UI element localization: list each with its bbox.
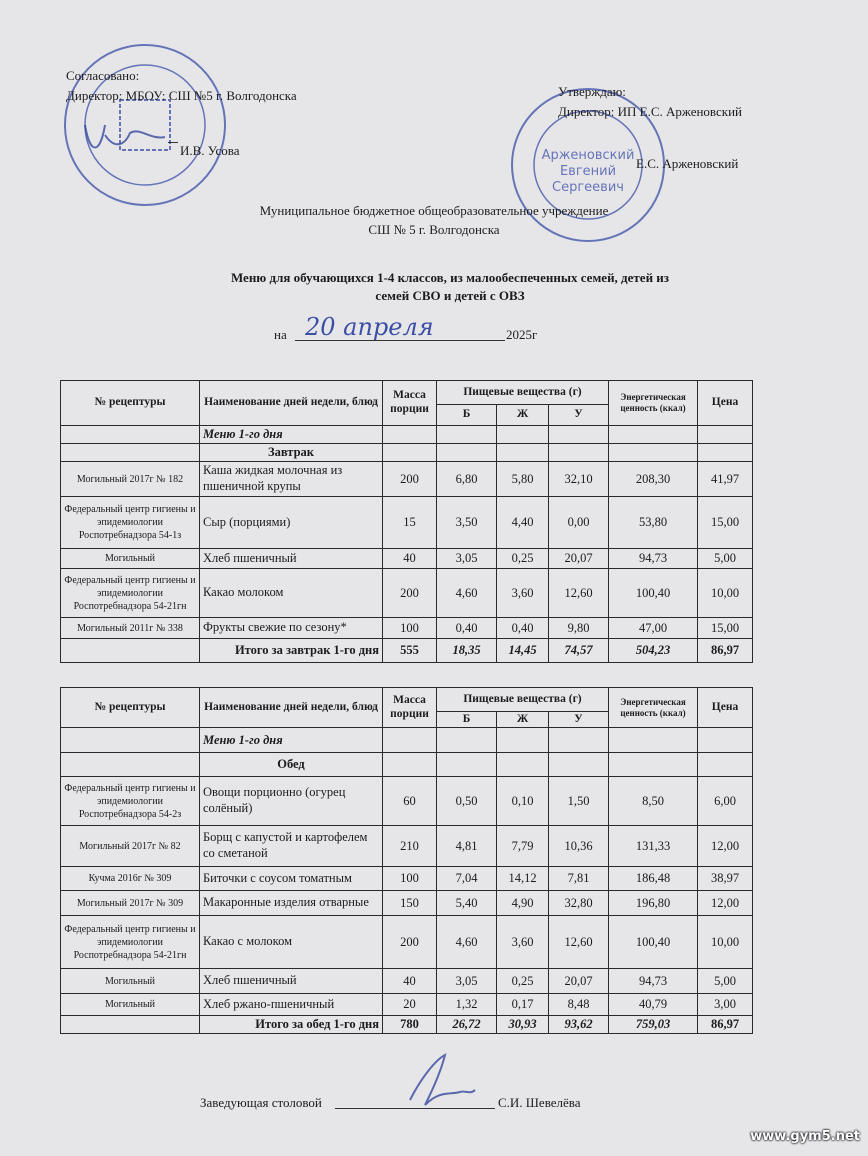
empty-cell [549,426,609,444]
carbs-value: 0,00 [549,497,609,549]
carbs-value: 12,60 [549,569,609,618]
table-row [61,777,753,826]
header-energy: Энергетическая ценность (ккал) [609,688,698,728]
carbs-value: 8,48 [549,994,609,1016]
energy-value: 196,80 [609,891,698,916]
mass-value: 200 [383,916,437,969]
empty-cell [383,753,437,777]
fat-value: 0,25 [497,969,549,994]
approval-left-title: Согласовано: [66,68,140,83]
table-row [61,867,753,891]
price-value: 3,00 [698,994,753,1016]
meal-row [61,444,753,462]
price-value: 12,00 [698,826,753,867]
empty-cell [383,444,437,462]
empty-cell [61,639,200,663]
protein-value: 3,50 [437,497,497,549]
carbs-value: 12,60 [549,916,609,969]
fat-value: 14,12 [497,867,549,891]
recipe-source: Могильный [61,969,200,994]
table-row [61,891,753,916]
lunch-menu-table [60,687,753,1034]
carbs-value: 32,10 [549,462,609,497]
total-price: 86,97 [698,1016,753,1034]
header-mass: Масса порции [383,688,437,728]
dish-name: Борщ с капустой и картофелем со сметаной [200,826,383,867]
header-carbs: У [549,405,609,426]
recipe-source: Федеральный центр гигиены и эпидемиологии Роспотребнадзора 54-1з [61,497,200,549]
table-row [61,462,753,497]
empty-cell [609,444,698,462]
total-row [61,1016,753,1034]
total-energy: 504,23 [609,639,698,663]
carbs-value: 10,36 [549,826,609,867]
table-row [61,618,753,639]
dish-name: Макаронные изделия отварные [200,891,383,916]
dish-name: Каша жидкая молочная из пшеничной крупы [200,462,383,497]
total-row [61,639,753,663]
dish-name: Хлеб ржано-пшеничный [200,994,383,1016]
footer-name: С.И. Шевелёва [498,1095,581,1110]
header-recipe: № рецептуры [61,381,200,426]
protein-value: 7,04 [437,867,497,891]
director-signature [80,115,170,160]
carbs-value: 1,50 [549,777,609,826]
fat-value: 7,79 [497,826,549,867]
day-row [61,426,753,444]
table-row [61,549,753,569]
institution-line1: Муниципальное бюджетное общеобразовательное учреждение [259,203,609,218]
empty-cell [609,426,698,444]
recipe-source: Кучма 2016г № 309 [61,867,200,891]
carbs-value: 20,07 [549,549,609,569]
mass-value: 210 [383,826,437,867]
total-mass: 555 [383,639,437,663]
recipe-source: Могильный 2017г № 182 [61,462,200,497]
empty-cell [497,728,549,753]
empty-cell [497,753,549,777]
mass-value: 200 [383,462,437,497]
header-nutrients: Пищевые вещества (г) [437,688,609,712]
recipe-source: Могильный 2017г № 309 [61,891,200,916]
approval-right-name: Е.С. Арженовский [636,156,739,171]
empty-cell [698,728,753,753]
header-dish: Наименование дней недели, блюд [200,381,383,426]
svg-text:Евгений: Евгений [559,164,617,179]
mass-value: 15 [383,497,437,549]
empty-cell [549,444,609,462]
energy-value: 100,40 [609,916,698,969]
date-prefix: на [274,327,287,342]
total-price: 86,97 [698,639,753,663]
price-value: 5,00 [698,549,753,569]
recipe-source: Федеральный центр гигиены и эпидемиологии Роспотребнадзора 54-21гн [61,916,200,969]
energy-value: 47,00 [609,618,698,639]
institution-line2: СШ № 5 г. Волгодонска [368,222,500,237]
price-value: 5,00 [698,969,753,994]
energy-value: 8,50 [609,777,698,826]
header-row [61,381,753,405]
svg-text:Арженовский: Арженовский [541,148,635,163]
energy-value: 53,80 [609,497,698,549]
fat-value: 4,40 [497,497,549,549]
meal-label: Завтрак [200,444,383,462]
meal-label: Обед [200,753,383,777]
date-year: 2025г [506,327,538,342]
empty-cell [497,444,549,462]
empty-cell [698,753,753,777]
canteen-head-signature [400,1050,480,1110]
empty-cell [383,426,437,444]
carbs-value: 32,80 [549,891,609,916]
empty-cell [549,728,609,753]
energy-value: 100,40 [609,569,698,618]
header-energy: Энергетическая ценность (ккал) [609,381,698,426]
empty-cell [61,444,200,462]
total-carbs: 93,62 [549,1016,609,1034]
mass-value: 60 [383,777,437,826]
empty-cell [549,753,609,777]
dish-name: Овощи порционно (огурец солёный) [200,777,383,826]
energy-value: 40,79 [609,994,698,1016]
header-carbs: У [549,712,609,728]
recipe-source: Федеральный центр гигиены и эпидемиологии Роспотребнадзора 54-2з [61,777,200,826]
recipe-source: Могильный [61,549,200,569]
protein-value: 0,50 [437,777,497,826]
mass-value: 100 [383,618,437,639]
empty-cell [437,728,497,753]
date-handwritten: 20 апреля [305,313,434,341]
empty-cell [61,753,200,777]
header-price: Цена [698,688,753,728]
fat-value: 3,60 [497,569,549,618]
empty-cell [437,753,497,777]
day-label: Меню 1-го дня [200,728,383,753]
recipe-source: Могильный 2017г № 82 [61,826,200,867]
header-price: Цена [698,381,753,426]
protein-value: 1,32 [437,994,497,1016]
total-mass: 780 [383,1016,437,1034]
dish-name: Сыр (порциями) [200,497,383,549]
header-nutrients: Пищевые вещества (г) [437,381,609,405]
menu-title-line1: Меню для обучающихся 1-4 классов, из малообеспеченных семей, детей из [230,270,670,285]
energy-value: 208,30 [609,462,698,497]
table-row [61,969,753,994]
total-fat: 14,45 [497,639,549,663]
svg-text:Сергеевич: Сергеевич [552,180,624,195]
price-value: 12,00 [698,891,753,916]
price-value: 6,00 [698,777,753,826]
mass-value: 150 [383,891,437,916]
empty-cell [609,753,698,777]
empty-cell [437,426,497,444]
fat-value: 0,25 [497,549,549,569]
price-value: 10,00 [698,916,753,969]
recipe-source: Могильный 2011г № 338 [61,618,200,639]
watermark: www.gym5.net [750,1129,860,1144]
protein-value: 3,05 [437,969,497,994]
protein-value: 4,60 [437,916,497,969]
recipe-source: Могильный [61,994,200,1016]
fat-value: 3,60 [497,916,549,969]
empty-cell [497,426,549,444]
header-row [61,688,753,712]
protein-value: 6,80 [437,462,497,497]
total-energy: 759,03 [609,1016,698,1034]
carbs-value: 20,07 [549,969,609,994]
meal-row [61,753,753,777]
empty-cell [437,444,497,462]
footer-position: Заведующая столовой [200,1095,322,1110]
day-label: Меню 1-го дня [200,426,383,444]
empty-cell [61,426,200,444]
price-value: 10,00 [698,569,753,618]
header-protein: Б [437,712,497,728]
day-row [61,728,753,753]
total-protein: 18,35 [437,639,497,663]
dish-name: Хлеб пшеничный [200,969,383,994]
approval-right-position: Директор: ИП Е.С. Арженовский [558,104,742,119]
energy-value: 186,48 [609,867,698,891]
dish-name: Биточки с соусом томатным [200,867,383,891]
protein-value: 0,40 [437,618,497,639]
header-dish: Наименование дней недели, блюд [200,688,383,728]
recipe-source: Федеральный центр гигиены и эпидемиологии Роспотребнадзора 54-21гн [61,569,200,618]
protein-value: 3,05 [437,549,497,569]
energy-value: 94,73 [609,549,698,569]
energy-value: 131,33 [609,826,698,867]
carbs-value: 7,81 [549,867,609,891]
approval-left-position: Директор: МБОУ: СШ №5 г. Волгодонска [66,88,297,103]
fat-value: 5,80 [497,462,549,497]
table-row [61,569,753,618]
fat-value: 0,10 [497,777,549,826]
header-protein: Б [437,405,497,426]
total-label: Итого за обед 1-го дня [200,1016,383,1034]
empty-cell [698,444,753,462]
mass-value: 40 [383,549,437,569]
fat-value: 0,40 [497,618,549,639]
energy-value: 94,73 [609,969,698,994]
protein-value: 4,81 [437,826,497,867]
approval-left-name: И.В. Усова [180,143,240,158]
fat-value: 4,90 [497,891,549,916]
fat-value: 0,17 [497,994,549,1016]
price-value: 15,00 [698,618,753,639]
price-value: 41,97 [698,462,753,497]
mass-value: 20 [383,994,437,1016]
dish-name: Какао с молоком [200,916,383,969]
breakfast-menu-table [60,380,753,663]
total-protein: 26,72 [437,1016,497,1034]
dish-name: Фрукты свежие по сезону* [200,618,383,639]
empty-cell [698,426,753,444]
price-value: 38,97 [698,867,753,891]
table-row [61,994,753,1016]
protein-value: 4,60 [437,569,497,618]
total-carbs: 74,57 [549,639,609,663]
mass-value: 200 [383,569,437,618]
empty-cell [609,728,698,753]
dish-name: Какао молоком [200,569,383,618]
empty-cell [61,1016,200,1034]
carbs-value: 9,80 [549,618,609,639]
price-value: 15,00 [698,497,753,549]
table-row [61,497,753,549]
mass-value: 100 [383,867,437,891]
header-mass: Масса порции [383,381,437,426]
header-fat: Ж [497,405,549,426]
total-label: Итого за завтрак 1-го дня [200,639,383,663]
dish-name: Хлеб пшеничный [200,549,383,569]
approval-right-title: Утверждаю: [558,84,626,99]
table-row [61,916,753,969]
protein-value: 5,40 [437,891,497,916]
mass-value: 40 [383,969,437,994]
empty-cell [383,728,437,753]
menu-title-line2: семей СВО и детей с ОВЗ [375,288,525,303]
header-recipe: № рецептуры [61,688,200,728]
table-row [61,826,753,867]
empty-cell [61,728,200,753]
header-fat: Ж [497,712,549,728]
total-fat: 30,93 [497,1016,549,1034]
